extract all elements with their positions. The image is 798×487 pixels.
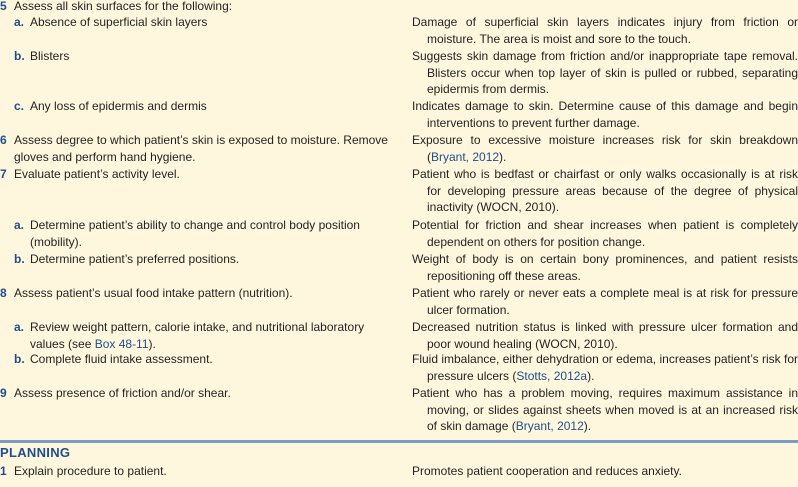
citation-link[interactable]: Bryant, 2012	[515, 419, 584, 433]
step-text: Assess patient’s usual food intake pattern (nutrition).	[14, 286, 293, 300]
substep-text: Determine patient’s preferred positions.	[30, 252, 240, 266]
rationale-text: Weight of body is on certain bony prominences, and patient resists repositioning off these areas.	[412, 252, 798, 283]
step-number: 7	[0, 167, 7, 181]
citation-link[interactable]: Stotts, 2012a	[516, 368, 588, 383]
step-text: Assess all skin surfaces for the following:	[14, 0, 233, 13]
rationale-text: Promotes patient cooperation and reduces anxiety.	[412, 464, 682, 478]
substep-text: Review weight pattern, calorie intake, and nutritional laboratory values (see	[30, 320, 365, 351]
step-text: Evaluate patient’s activity level.	[14, 167, 180, 181]
substep-text: Complete fluid intake assessment.	[30, 352, 213, 366]
step-text: Assess presence of friction and/or shear.	[14, 386, 231, 400]
substep-text: Any loss of epidermis and dermis	[30, 99, 207, 113]
rationale-text: Fluid imbalance, either dehydration or edema, increases patient’s risk for pressure ulcers (	[412, 352, 798, 383]
step-number: 6	[0, 133, 7, 147]
substep-text: Blisters	[30, 49, 70, 63]
step-text: Explain procedure to patient.	[14, 464, 167, 478]
substep-letter: b.	[14, 352, 25, 366]
substep-letter: c.	[14, 99, 25, 113]
substep-letter: b.	[14, 252, 25, 266]
step-number: 5	[0, 0, 7, 13]
rationale-text: Patient who has a problem moving, requires maximum assistance in moving, or slides against sheets when moved is at an increased risk of skin damage (	[412, 386, 798, 433]
substep-text: Determine patient’s ability to change and control body position (mobility).	[30, 218, 360, 249]
step-number: 9	[0, 386, 7, 400]
citation-link[interactable]: Bryant, 2012	[431, 149, 500, 164]
step-number: 8	[0, 286, 7, 300]
planning-heading: PLANNING	[0, 445, 71, 460]
substep-text-end: ).	[148, 336, 156, 351]
step-text: Assess degree to which patient’s skin is exposed to moisture. Remove gloves and perform hand hygiene.	[14, 133, 388, 164]
rationale-text-end: ).	[499, 149, 507, 164]
step-number: 1	[0, 464, 7, 478]
rationale-text-end: ).	[583, 419, 592, 433]
box-reference-link[interactable]: Box 48-11	[94, 336, 149, 351]
rationale-text: Damage of superficial skin layers indicates injury from friction or moisture. The area is moist and sore to the touch.	[412, 15, 798, 46]
rationale-text: Suggests skin damage from friction and/or inappropriate tape removal. Blisters occur when top layer of skin is pulled or rubbed, separating epidermis from dermis.	[412, 49, 798, 96]
rationale-text: Potential for friction and shear increases when patient is completely dependent on others for position change.	[412, 218, 798, 249]
rationale-text: Patient who rarely or never eats a complete meal is at risk for pressure ulcer formation.	[412, 286, 798, 317]
rationale-text: Indicates damage to skin. Determine cause of this damage and begin interventions to prevent further damage.	[412, 99, 798, 130]
section-divider	[0, 440, 798, 443]
rationale-text-end: ).	[587, 368, 595, 383]
substep-letter: a.	[14, 15, 25, 29]
substep-letter: a.	[14, 218, 25, 232]
rationale-text: Decreased nutrition status is linked with pressure ulcer formation and poor wound healing (WOCN, 2010).	[412, 320, 798, 351]
rationale-text: Patient who is bedfast or chairfast or only walks occasionally is at risk for developing pressure areas because of the degree of physical inactivity (WOCN, 2010).	[412, 167, 798, 214]
substep-letter: a.	[14, 320, 25, 334]
substep-letter: b.	[14, 49, 25, 63]
substep-text: Absence of superficial skin layers	[30, 15, 208, 29]
rationale-text: Exposure to excessive moisture increases risk for skin breakdown (	[412, 133, 798, 164]
